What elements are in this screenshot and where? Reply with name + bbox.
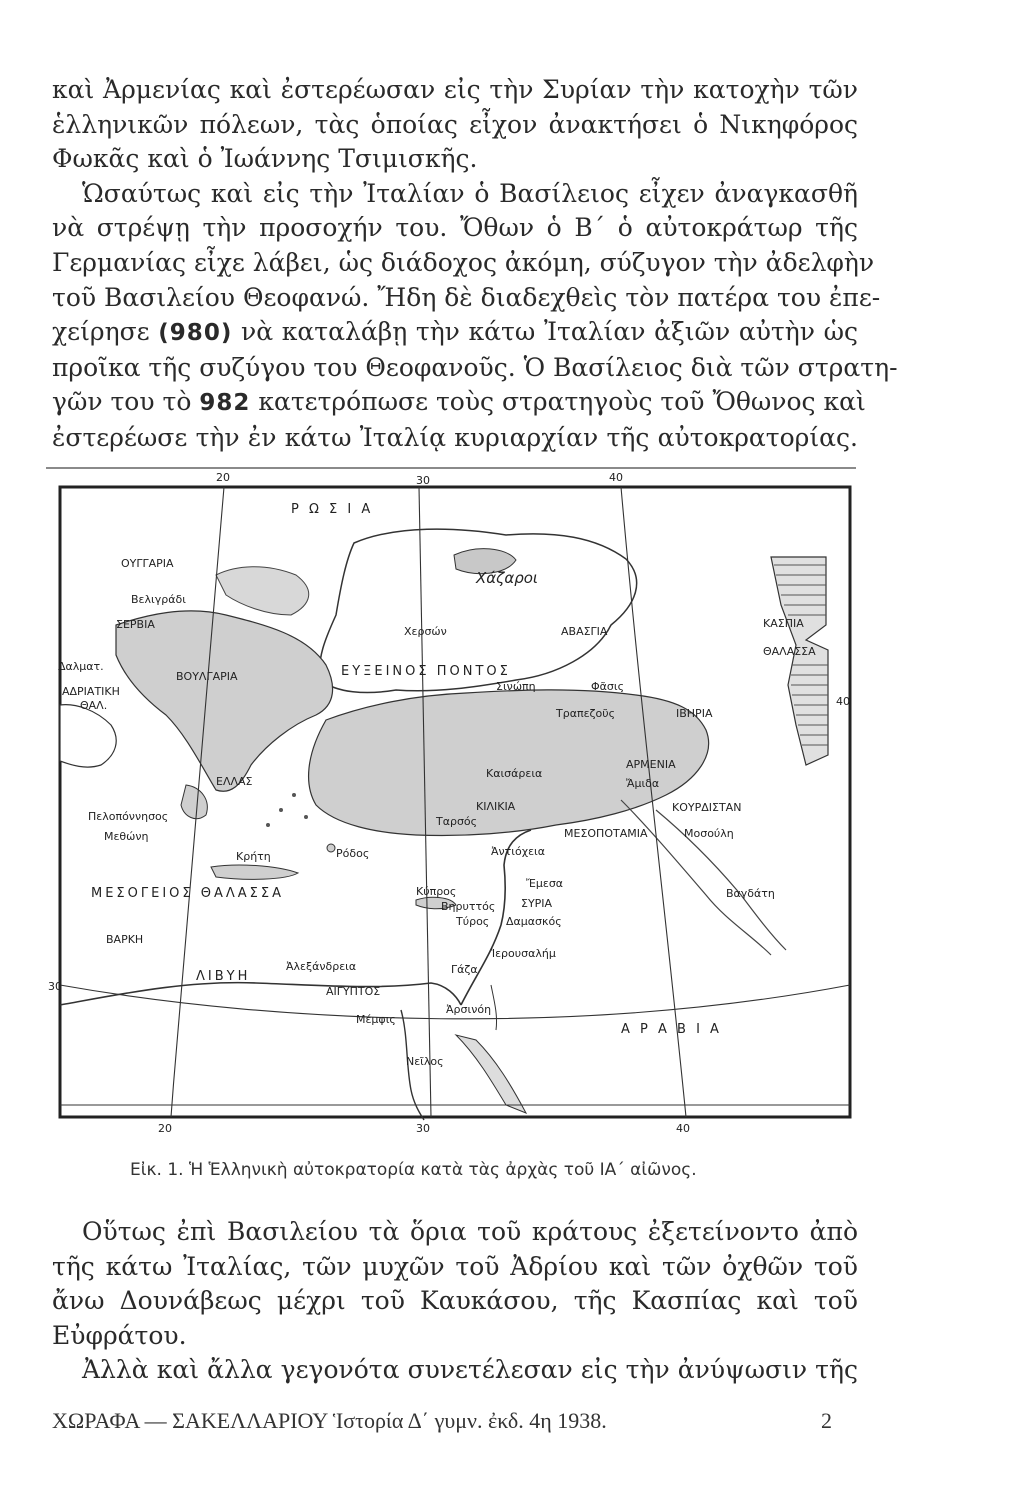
- label-aravia: Α Ρ Α Β Ι Α: [621, 1022, 722, 1037]
- text-line: τῆς κάτω Ἰταλίας, τῶν μυχῶν τοῦ Ἀδρίου καὶ τῶν ὀχθῶν τοῦ: [52, 1251, 858, 1281]
- label-mesogeios: ΜΕΣΟΓΕΙΟΣ ΘΑΛΑΣΣΑ: [91, 886, 284, 901]
- label-mosouli: Μοσούλη: [684, 827, 734, 840]
- label-iveria: ΙΒΗΡΙΑ: [676, 707, 713, 720]
- label-phasis: Φᾶσις: [591, 680, 625, 693]
- label-chazaroi: Χάζαροι: [476, 569, 538, 587]
- label-peloponnisos: Πελοπόννησος: [88, 810, 169, 823]
- label-antiocheia: Ἀντιόχεια: [491, 845, 546, 858]
- text-line: προῖκα τῆς συζύγου του Θεοφανοῦς. Ὁ Βασίλειος διὰ τῶν στρατη-: [52, 352, 898, 382]
- label-tyros: Τύρος: [456, 915, 490, 928]
- label-oungaria: ΟΥΓΓΑΡΙΑ: [121, 557, 174, 570]
- label-rodos: Ρόδος: [336, 847, 370, 860]
- label-kypros: Κύπρος: [416, 885, 457, 898]
- label-gaza: Γάζα: [451, 963, 478, 976]
- label-kaisareia: Καισάρεια: [486, 767, 543, 780]
- label-mesopotamia: ΜΕΣΟΠΟΤΑΜΙΑ: [564, 827, 648, 840]
- label-kilikia: ΚΙΛΙΚΙΑ: [476, 800, 516, 813]
- label-servia: ΣΕΡΒΙΑ: [116, 618, 155, 631]
- label-abasgia: ΑΒΑΣΓΙΑ: [561, 625, 608, 638]
- bottom-tick-30: 30: [416, 1122, 430, 1135]
- label-thalassa: ΘΑΛΑΣΣΑ: [763, 645, 816, 658]
- map-figure: [36, 465, 864, 1155]
- text-line: Εὐφράτου.: [52, 1320, 187, 1350]
- top-tick-30: 30: [416, 474, 430, 487]
- paragraph-top: [52, 73, 898, 456]
- label-armenia: ΑΡΜΕΝΙΑ: [626, 758, 676, 771]
- year-982: 982: [199, 390, 251, 417]
- side-tick-30: 30: [48, 980, 62, 993]
- label-neilos: Νεῖλος: [406, 1055, 444, 1068]
- label-methoni: Μεθώνη: [104, 830, 149, 843]
- top-tick-20: 20: [216, 471, 230, 484]
- text-line: νὰ στρέψῃ τὴν προσοχήν του. Ὄθων ὁ Β΄ ὁ αὐτοκράτωρ τῆς: [52, 213, 858, 243]
- label-thal: ΘΑΛ.: [80, 699, 108, 712]
- label-rosia: Ρ Ω Σ Ι Α: [291, 502, 374, 517]
- top-tick-40: 40: [609, 471, 623, 484]
- label-ierousalim: Ἱερουσαλήμ: [491, 947, 556, 960]
- text-line: [52, 385, 866, 421]
- label-belegradi: Βελιγράδι: [131, 593, 186, 606]
- text-line: Οὕτως ἐπὶ Βασιλείου τὰ ὅρια τοῦ κράτους ἐξετείνοντο ἀπὸ: [82, 1217, 858, 1246]
- side-tick-40: 40: [836, 695, 850, 708]
- year-980: (980): [158, 320, 233, 347]
- label-damaskos: Δαμασκός: [506, 915, 562, 928]
- map-svg: [36, 465, 864, 1155]
- label-trapezous: Τραπεζοῦς: [556, 707, 616, 720]
- text-line: Ἀλλὰ καὶ ἄλλα γεγονότα συνετέλεσαν εἰς τὴν ἀνύψωσιν τῆς: [82, 1355, 858, 1385]
- label-kaspia: ΚΑΣΠΙΑ: [763, 617, 804, 630]
- label-amida: Ἄμιδα: [626, 777, 660, 790]
- text-line: Ὡσαύτως καὶ εἰς τὴν Ἰταλίαν ὁ Βασίλειος εἶχεν ἀναγκασθῆ: [82, 178, 858, 208]
- bottom-tick-40: 40: [676, 1122, 690, 1135]
- label-emesa: Ἔμεσα: [526, 877, 564, 890]
- rhodes: [327, 844, 335, 852]
- label-vagdati: Βαγδάτη: [726, 887, 775, 900]
- label-cherson: Χερσών: [404, 625, 447, 638]
- text-fragment: νὰ καταλάβῃ τὴν κάτω Ἰταλίαν ἀξιῶν αὐτὴν ὡς: [241, 317, 858, 347]
- label-libyi: ΛΙΒΥΗ: [196, 969, 251, 984]
- figure-caption: Εἰκ. 1. Ἡ Ἑλληνικὴ αὐτοκρατορία κατὰ τὰς ἀρχὰς τοῦ ΙΑ΄ αἰῶνος.: [130, 1160, 697, 1180]
- label-alexandreia: Ἀλεξάνδρεια: [286, 960, 357, 973]
- label-kriti: Κρήτη: [236, 850, 271, 863]
- text-fragment: χείρησε: [52, 317, 150, 347]
- label-syria: ΣΥΡΙΑ: [521, 897, 553, 910]
- label-sinope: Σινώπη: [496, 680, 536, 693]
- label-euxeinos: ΕΥΞΕΙΝΟΣ ΠΟΝΤΟΣ: [341, 664, 511, 679]
- text-fragment: κατετρόπωσε τοὺς στρατηγοὺς τοῦ Ὄθωνος καὶ: [258, 387, 866, 417]
- label-tarsos: Ταρσός: [436, 815, 478, 828]
- label-arsinoi: Ἀρσινόη: [446, 1003, 492, 1016]
- label-memfis: Μέμφις: [356, 1013, 396, 1026]
- label-dalmatia: Δαλματ.: [58, 660, 104, 673]
- text-fragment: γῶν του τὸ: [52, 387, 192, 417]
- text-line: ἐστερέωσε τὴν ἐν κάτω Ἰταλίᾳ κυριαρχίαν τῆς αὐτοκρατορίας.: [52, 422, 858, 452]
- text-line: καὶ Ἀρμενίας καὶ ἐστερέωσαν εἰς τὴν Συρίαν τὴν κατοχὴν τῶν: [52, 75, 858, 104]
- bottom-tick-20: 20: [158, 1122, 172, 1135]
- text-line: ἑλληνικῶν πόλεων, τὰς ὁποίας εἶχον ἀνακτήσει ὁ Νικηφόρος: [52, 109, 858, 139]
- page-footer: [52, 1408, 832, 1434]
- label-voulgaria: ΒΟΥΛΓΑΡΙΑ: [176, 670, 238, 683]
- text-line: Γερμανίας εἶχε λάβει, ὡς διάδοχος ἀκόμη, σύζυγον τὴν ἀδελφὴν: [52, 247, 875, 277]
- label-varki: ΒΑΡΚΗ: [106, 933, 144, 946]
- footer-citation: ΧΩΡΑΦΑ — ΣΑΚΕΛΛΑΡΙΟΥ Ἱστορία Δ΄ γυμν. ἐκδ. 4η 1938.: [52, 1408, 607, 1433]
- text-line: Φωκᾶς καὶ ὁ Ἰωάννης Τσιμισκῆς.: [52, 144, 478, 174]
- label-berytos: Βηρυττός: [441, 900, 496, 913]
- text-line: [52, 315, 858, 351]
- label-ellas: ΕΛΛΑΣ: [216, 775, 253, 788]
- paragraph-bottom: [52, 1215, 858, 1388]
- label-kourdistan: ΚΟΥΡΔΙΣΤΑΝ: [672, 801, 742, 814]
- page-number: 2: [821, 1408, 832, 1433]
- label-adriatiki: ΑΔΡΙΑΤΙΚΗ: [62, 685, 120, 698]
- text-line: τοῦ Βασιλείου Θεοφανώ. Ἤδη δὲ διαδεχθεὶς τὸν πατέρα του ἐπε-: [52, 282, 881, 312]
- label-aigyptos: ΑΙΓΥΠΤΟΣ: [326, 985, 381, 998]
- text-line: ἄνω Δουνάβεως μέχρι τοῦ Καυκάσου, τῆς Κασπίας καὶ τοῦ: [52, 1286, 858, 1316]
